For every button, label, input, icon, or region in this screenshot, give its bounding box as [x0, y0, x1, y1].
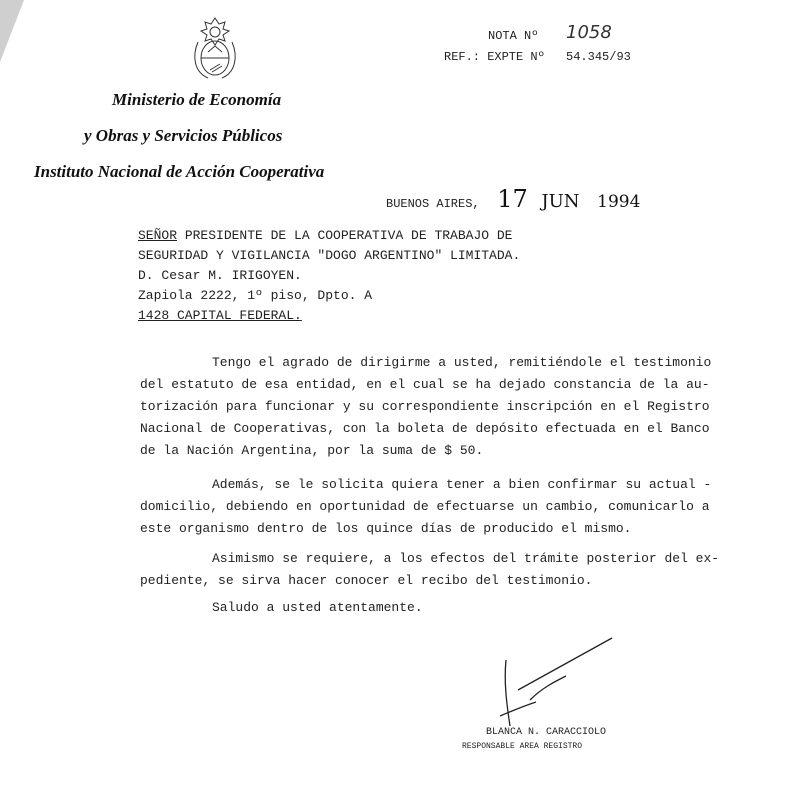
addressee-line2: SEGURIDAD Y VIGILANCIA "DOGO ARGENTINO" LIMITADA. — [138, 248, 521, 263]
date-day: 17 — [497, 185, 528, 213]
scan-fold-corner — [0, 0, 24, 62]
nota-label: NOTA Nº — [488, 29, 539, 43]
paragraph-line: pediente, se sirva hacer conocer el recibo del testimonio. — [140, 573, 593, 588]
paragraph-line: Además, se le solicita quiera tener a bien confirmar su actual - — [212, 477, 712, 492]
ref-number: 54.345/93 — [566, 50, 631, 64]
paragraph-1 — [140, 352, 711, 462]
paragraph-2 — [140, 474, 711, 540]
paragraph-line: Asimismo se requiere, a los efectos del trámite posterior del ex- — [212, 551, 720, 566]
signature-scribble-icon — [470, 630, 630, 730]
addressee-line3: D. Cesar M. IRIGOYEN. — [138, 268, 302, 283]
paragraph-line: torización para funcionar y su correspondiente inscripción en el Registro — [140, 399, 710, 414]
date-place: BUENOS AIRES, — [386, 197, 480, 211]
date-line — [386, 185, 640, 213]
signature-name: BLANCA N. CARACCIOLO — [486, 727, 607, 738]
addressee-block — [138, 226, 520, 326]
ref-label: REF.: EXPTE Nº — [444, 50, 545, 64]
paragraph-line: Tengo el agrado de dirigirme a usted, remitiéndole el testimonio — [212, 355, 712, 370]
letterhead-institute: Instituto Nacional de Acción Cooperativa — [34, 162, 325, 181]
letterhead-ministry: Ministerio de Economía — [112, 90, 282, 109]
addressee-senor: SEÑOR — [138, 228, 178, 243]
paragraph-line: de la Nación Argentina, por la suma de $ 50. — [140, 443, 484, 458]
nota-number: 1058 — [566, 22, 612, 43]
closing-line: Saludo a usted atentamente. — [212, 600, 423, 615]
letterhead-obras: y Obras y Servicios Públicos — [84, 126, 283, 145]
paragraph-line: Nacional de Cooperativas, con la boleta de depósito efectuada en el Banco — [140, 421, 710, 436]
addressee-line4: Zapiola 2222, 1º piso, Dpto. A — [138, 288, 373, 303]
paragraph-line: del estatuto de esa entidad, en el cual se ha dejado constancia de la au- — [140, 377, 710, 392]
signature-title: RESPONSABLE AREA REGISTRO — [462, 742, 583, 751]
date-month: JUN — [541, 191, 580, 212]
paragraph-line: este organismo dentro de los quince días de producido el mismo. — [140, 521, 632, 536]
paragraph-3 — [140, 548, 719, 592]
addressee-line1: PRESIDENTE DE LA COOPERATIVA DE TRABAJO DE — [177, 228, 513, 243]
addressee-line5: 1428 CAPITAL FEDERAL. — [138, 308, 302, 323]
coat-of-arms-icon — [188, 12, 242, 84]
paragraph-line: domicilio, debiendo en oportunidad de efectuarse un cambio, comunicarlo a — [140, 499, 710, 514]
date-year: 1994 — [597, 192, 641, 212]
